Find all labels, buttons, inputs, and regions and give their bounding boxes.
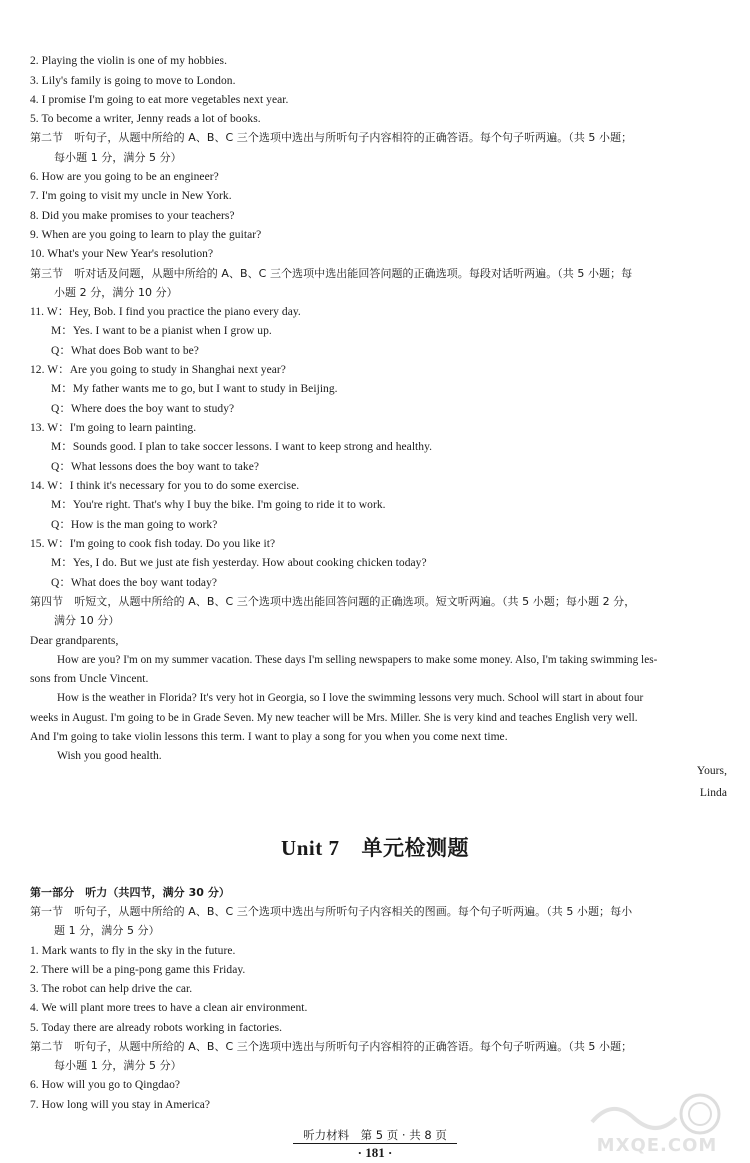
letter-salutation: Dear grandparents,: [30, 635, 119, 647]
letter-paragraph: How are you? I'm on my summer vacation. These days I'm selling newspapers to make some money. Also, I'm taking swimming les-: [57, 654, 658, 666]
listening-line: 4. We will plant more trees to have a clean air environment.: [30, 1002, 308, 1014]
listening-line: 3. The robot can help drive the car.: [30, 983, 193, 995]
listening-line: 2. There will be a ping-pong game this Friday.: [30, 964, 246, 976]
dialogue-line: 13. W：I'm going to learn painting.: [30, 422, 197, 434]
section-instruction: 第四节 听短文，从题中所给的 A、B、C 三个选项中选出能回答问题的正确选项。短文听两遍。（共 5 小题；每小题 2 分，: [30, 595, 636, 608]
unit-test-name: 单元检测题: [361, 836, 469, 860]
listening-line: 10. What's your New Year's resolution?: [30, 248, 214, 260]
section-instruction-continued: 每小题 1 分，满分 5 分）: [54, 1059, 182, 1072]
section-instruction: 第二节 听句子，从题中所给的 A、B、C 三个选项中选出与所听句子内容相符的正确答语。每个句子听两遍。（共 5 小题；: [30, 131, 633, 144]
letter-paragraph: sons from Uncle Vincent.: [30, 673, 149, 685]
listening-line: 3. Lily's family is going to move to London.: [30, 75, 236, 87]
footer-label: 听力材料 第 5 页 · 共 8 页: [0, 1127, 750, 1143]
section-instruction: 第二节 听句子，从题中所给的 A、B、C 三个选项中选出与所听句子内容相符的正确答语。每个句子听两遍。（共 5 小题；: [30, 1040, 633, 1053]
letter-paragraph: How is the weather in Florida? It's very hot in Georgia, so I love the swimming lessons very much. School will start in about four: [57, 692, 644, 704]
page-number: · 181 ·: [357, 1145, 393, 1160]
section-instruction-continued: 小题 2 分，满分 10 分）: [54, 286, 178, 299]
listening-line: 8. Did you make promises to your teachers?: [30, 210, 235, 222]
part-heading: 第一部分 听力（共四节，满分 30 分）: [30, 886, 230, 899]
listening-line: 1. Mark wants to fly in the sky in the future.: [30, 945, 236, 957]
listening-line: 5. Today there are already robots working in factories.: [30, 1022, 283, 1034]
letter-signoff: Yours,: [696, 765, 727, 777]
dialogue-question: Q：What does Bob want to be?: [51, 345, 199, 357]
section-instruction: 第一节 听句子，从题中所给的 A、B、C 三个选项中选出与所听句子内容相关的图画。每个句子听两遍。（共 5 小题；每小: [30, 905, 633, 918]
dialogue-question: Q：What does the boy want today?: [51, 577, 218, 589]
listening-line: 9. When are you going to learn to play the guitar?: [30, 229, 262, 241]
listening-line: 6. How will you go to Qingdao?: [30, 1079, 181, 1091]
listening-line: 5. To become a writer, Jenny reads a lot of books.: [30, 113, 261, 125]
watermark-text: MXQE.COM: [596, 1135, 718, 1156]
letter-closing: Wish you good health.: [57, 750, 162, 762]
letter-paragraph: And I'm going to take violin lessons this term. I want to play a song for you when you come next time.: [30, 731, 508, 743]
unit-number: Unit 7: [281, 836, 340, 860]
dialogue-line: M：You're right. That's why I buy the bike. I'm going to ride it to work.: [51, 499, 386, 511]
dialogue-line: M：Yes, I do. But we just ate fish yesterday. How about cooking chicken today?: [51, 557, 427, 569]
letter-signature: Linda: [699, 787, 727, 799]
listening-line: 4. I promise I'm going to eat more vegetables next year.: [30, 94, 289, 106]
unit-title: [0, 832, 750, 862]
dialogue-line: 15. W：I'm going to cook fish today. Do you like it?: [30, 538, 276, 550]
listening-line: 6. How are you going to be an engineer?: [30, 171, 219, 183]
section-instruction: 第三节 听对话及问题，从题中所给的 A、B、C 三个选项中选出能回答问题的正确选项。每段对话听两遍。（共 5 小题；每: [30, 267, 633, 280]
section-instruction-continued: 满分 10 分）: [54, 614, 120, 627]
dialogue-line: 11. W：Hey, Bob. I find you practice the piano every day.: [30, 306, 301, 318]
section-instruction-continued: 每小题 1 分，满分 5 分）: [54, 151, 182, 164]
dialogue-line: M：Yes. I want to be a pianist when I grow up.: [51, 325, 272, 337]
section-instruction-continued: 题 1 分，满分 5 分）: [54, 924, 160, 937]
dialogue-question: Q：What lessons does the boy want to take?: [51, 461, 260, 473]
letter-paragraph: weeks in August. I'm going to be in Grade Seven. My new teacher will be Mrs. Miller. She is very kind and teaches English very well.: [30, 712, 638, 724]
dialogue-line: 12. W：Are you going to study in Shanghai next year?: [30, 364, 286, 376]
listening-line: 2. Playing the violin is one of my hobbies.: [30, 55, 227, 67]
dialogue-question: Q：How is the man going to work?: [51, 519, 218, 531]
listening-line: 7. I'm going to visit my uncle in New York.: [30, 190, 232, 202]
dialogue-question: Q：Where does the boy want to study?: [51, 403, 235, 415]
listening-line: 7. How long will you stay in America?: [30, 1099, 211, 1111]
dialogue-line: M：My father wants me to go, but I want to study in Beijing.: [51, 383, 338, 395]
dialogue-line: M：Sounds good. I plan to take soccer lessons. I want to keep strong and healthy.: [51, 441, 433, 453]
dialogue-line: 14. W：I think it's necessary for you to do some exercise.: [30, 480, 300, 492]
